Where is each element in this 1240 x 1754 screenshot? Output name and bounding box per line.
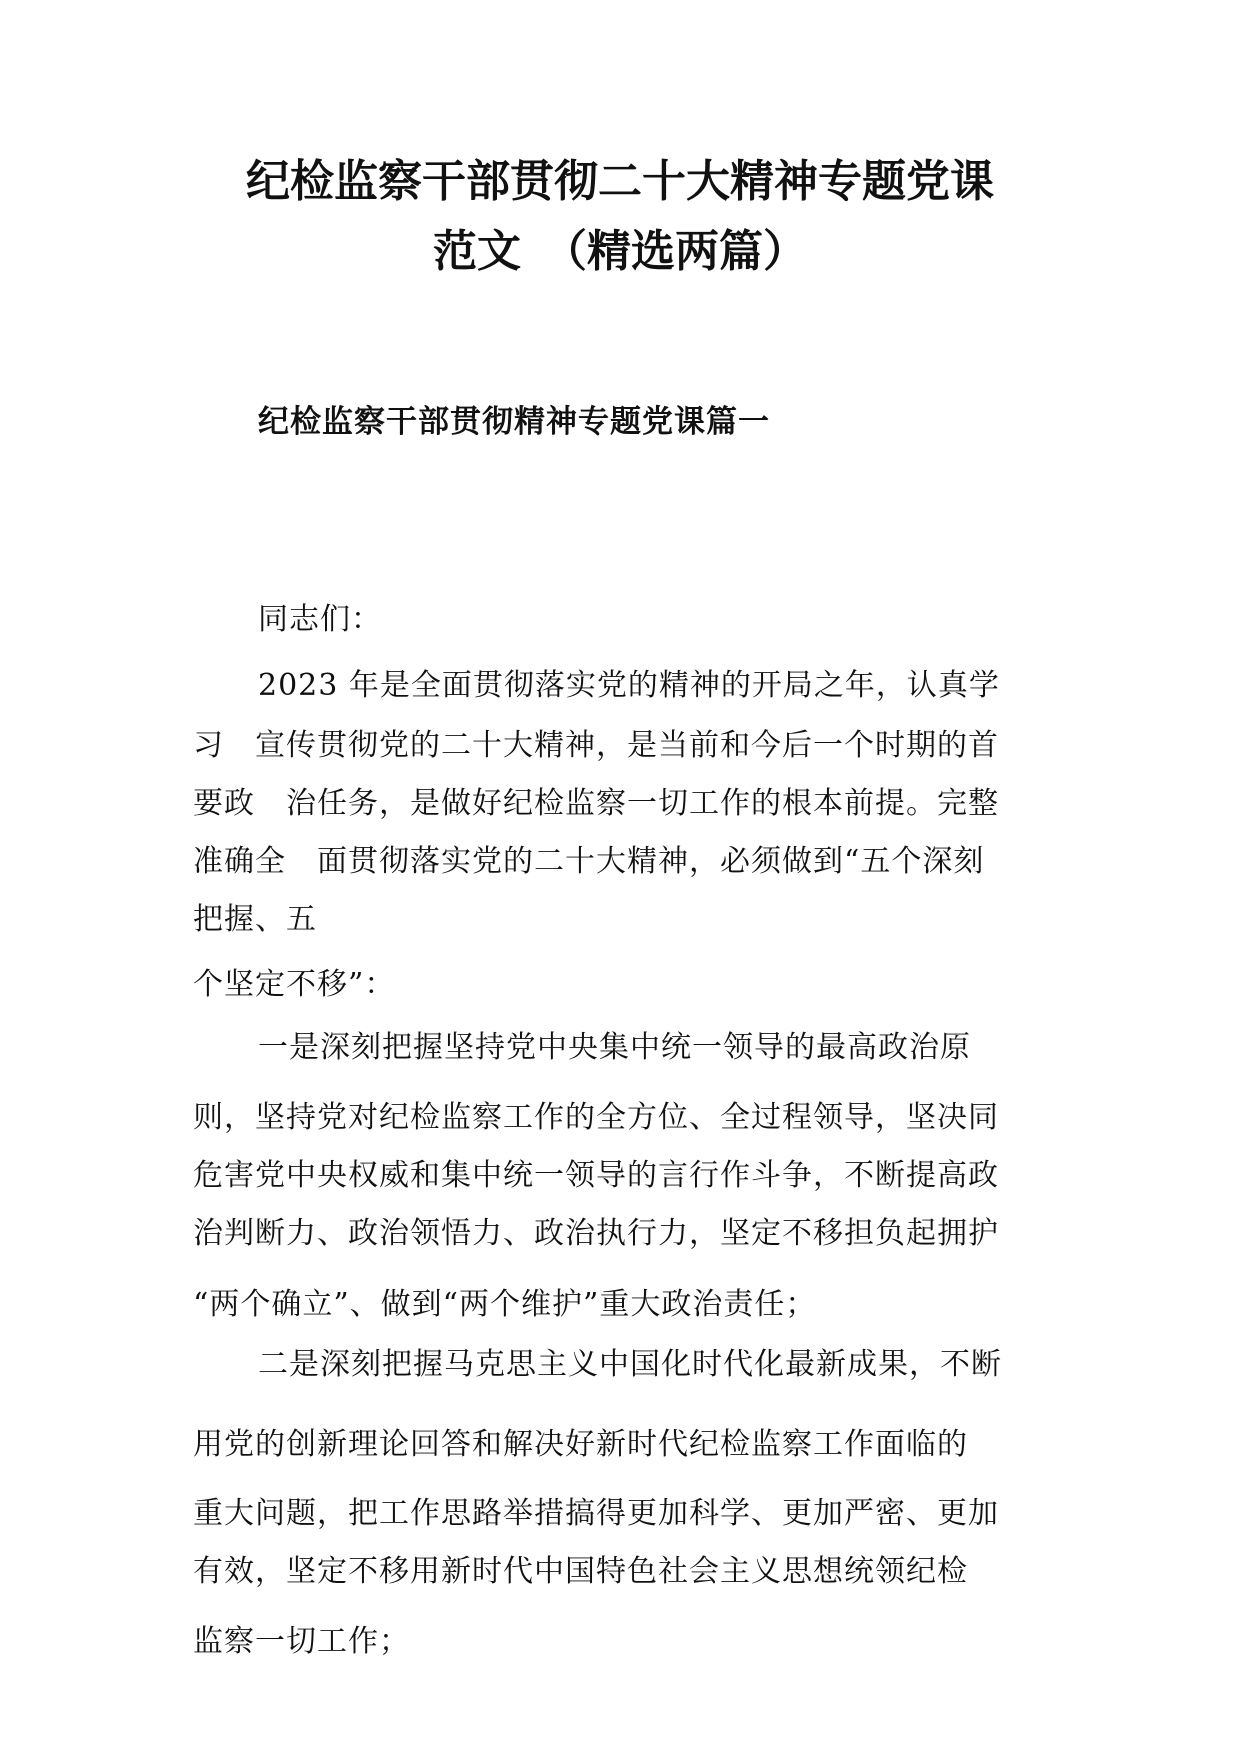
document-title-line-2: 范文 （精选两篇） bbox=[433, 226, 807, 277]
body-line: “两个确立”、做到“两个维护”重大政治责任； bbox=[193, 1287, 817, 1322]
body-line: 准确全 面贯彻落实党的二十大精神，必须做到“五个深刻 bbox=[193, 844, 985, 879]
body-line: 要政 治任务，是做好纪检监察一切工作的根本前提。完整 bbox=[193, 786, 999, 821]
body-line: 危害党中央权威和集中统一领导的言行作斗争，不断提高政 bbox=[193, 1158, 999, 1193]
document-title-line-1: 纪检监察干部贯彻二十大精神专题党课 bbox=[246, 156, 994, 207]
body-line: 一是深刻把握坚持党中央集中统一领导的最高政治原 bbox=[258, 1030, 971, 1065]
body-line: 治判断力、政治领悟力、政治执行力，坚定不移担负起拥护 bbox=[193, 1216, 999, 1251]
body-line: 2023 年是全面贯彻落实党的精神的开局之年，认真学 bbox=[258, 668, 1000, 703]
body-line: 把握、五 bbox=[193, 902, 317, 937]
body-line: 有效，坚定不移用新时代中国特色社会主义思想统领纪检 bbox=[193, 1554, 968, 1589]
body-line: 同志们： bbox=[258, 602, 382, 637]
body-line: 二是深刻把握马克思主义中国化时代化最新成果，不断 bbox=[258, 1347, 1002, 1382]
body-line: 监察一切工作； bbox=[193, 1624, 410, 1659]
body-line: 重大问题，把工作思路举措搞得更加科学、更加严密、更加 bbox=[193, 1496, 999, 1531]
body-line: 则，坚持党对纪检监察工作的全方位、全过程领导，坚决同 bbox=[193, 1100, 999, 1135]
body-line: 个坚定不移”： bbox=[193, 967, 396, 1002]
section-heading: 纪检监察干部贯彻精神专题党课篇一 bbox=[258, 404, 770, 440]
body-line: 习 宣传贯彻党的二十大精神，是当前和今后一个时期的首 bbox=[193, 728, 999, 763]
body-line: 用党的创新理论回答和解决好新时代纪检监察工作面临的 bbox=[193, 1427, 968, 1462]
